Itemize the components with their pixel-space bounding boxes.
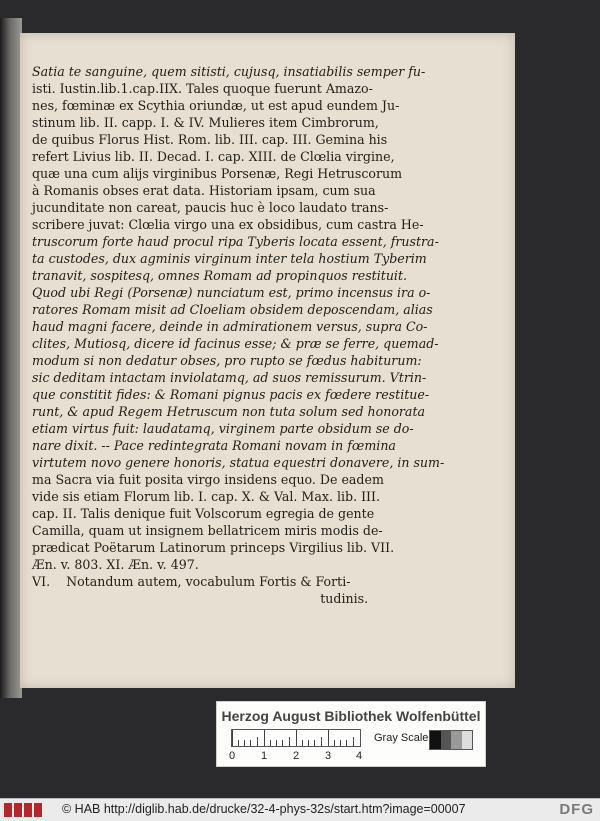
ruler-number: 1 (261, 750, 268, 762)
viewer-footer (0, 798, 600, 821)
text-line: scribere juvat: Clœlia virgo una ex obsidibus, cum castra He- (32, 217, 424, 232)
page-text (32, 63, 512, 607)
text-line: ratores Romam misit ad Cloeliam obsidem deposcendam, alias (32, 302, 433, 317)
gray-scale-label: Gray Scale (374, 732, 429, 744)
text-line: nes, fœminæ ex Scythia oriundæ, ut est apud eundem Ju- (32, 98, 400, 113)
text-line: isti. Iustin.lib.1.cap.IIX. Tales quoque fuerunt Amazo- (32, 81, 373, 96)
section-heading: VI. Notandum autem, vocabulum Fortis & Forti- (32, 574, 351, 589)
text-line: que constitit fides: & Romani pignus pacis ex fœdere restitue- (32, 387, 430, 402)
library-label-card (216, 701, 486, 767)
text-line: tudinis. (32, 591, 369, 606)
text-line: runt, & apud Regem Hetruscum non tuta solum sed honorata (32, 404, 426, 419)
text-line: vide sis etiam Florum lib. I. cap. X. & Val. Max. lib. III. (32, 489, 381, 504)
text-line: haud magni facere, deinde in admirationem versus, supra Co- (32, 319, 428, 334)
ruler-number: 0 (229, 750, 236, 762)
ruler-number: 2 (293, 750, 300, 762)
source-url-link[interactable]: © HAB http://diglib.hab.de/drucke/32-4-phys-32s/start.htm?image=00007 (62, 802, 466, 816)
text-line: Æn. v. 803. XI. Æn. v. 497. (32, 557, 199, 572)
text-line: de quibus Florus Hist. Rom. lib. III. cap. III. Gemina his (32, 132, 388, 147)
scale-ruler (231, 729, 361, 747)
ruler-number: 3 (325, 750, 332, 762)
text-line: à Romanis obses erat data. Historiam ipsam, cum sua (32, 183, 376, 198)
text-line: prædicat Poëtarum Latinorum princeps Virgilius lib. VII. (32, 540, 395, 555)
text-line: Satia te sanguine, quem sitisti, cujusq, insatiabilis semper fu- (32, 64, 426, 79)
text-line: modum si non dedatur obses, pro rupto se fœdus habiturum: (32, 353, 422, 368)
text-line: refert Livius lib. II. Decad. I. cap. XIII. de Clœlia virgine, (32, 149, 395, 164)
text-line: tranavit, sospitesq, omnes Romam ad propinquos restituit. (32, 268, 408, 283)
gray-scale-swatches (429, 730, 473, 750)
text-line: ta custodes, dux agminis virginum inter tela hostium Tyberim (32, 251, 427, 266)
dfg-logo: DFG (559, 801, 594, 818)
page-left-edge (0, 18, 22, 698)
text-line: stinum lib. II. capp. I. & IV. Mulieres item Cimbrorum, (32, 115, 379, 130)
book-page (20, 33, 515, 688)
text-line: cap. II. Talis denique fuit Volscorum egregia de gente (32, 506, 375, 521)
text-line: clites, Mutiosq, dicere id facinus esse; & præ se ferre, quemad- (32, 336, 439, 351)
text-line: nare dixit. -- Pace redintegrata Romani novam in fœmina (32, 438, 396, 453)
text-line: virtutem novo genere honoris, statua equestri donavere, in sum- (32, 455, 445, 470)
text-line: truscorum forte haud procul ripa Tyberis locata essent, frustra- (32, 234, 439, 249)
library-name: Herzog August Bibliothek Wolfenbüttel (221, 708, 481, 724)
text-line: sic deditam intactam inviolatamq, ad suos remissurum. Vtrin- (32, 370, 427, 385)
text-line: quæ una cum alijs virginibus Porsenæ, Regi Hetruscorum (32, 166, 403, 181)
hab-logo-icon (4, 803, 42, 817)
text-line: jucunditate non careat, paucis huc è loco laudato trans- (32, 200, 389, 215)
text-line: Quod ubi Regi (Porsenæ) nunciatum est, primo incensus ira o- (32, 285, 431, 300)
ruler-number: 4 (356, 750, 363, 762)
text-line: Camilla, quam ut insignem bellatricem miris modis de- (32, 523, 383, 538)
text-line: etiam virtus fuit: laudatamq, virginem parte obsidum se do- (32, 421, 414, 436)
text-line: ma Sacra via fuit posita virgo insidens equo. De eadem (32, 472, 384, 487)
